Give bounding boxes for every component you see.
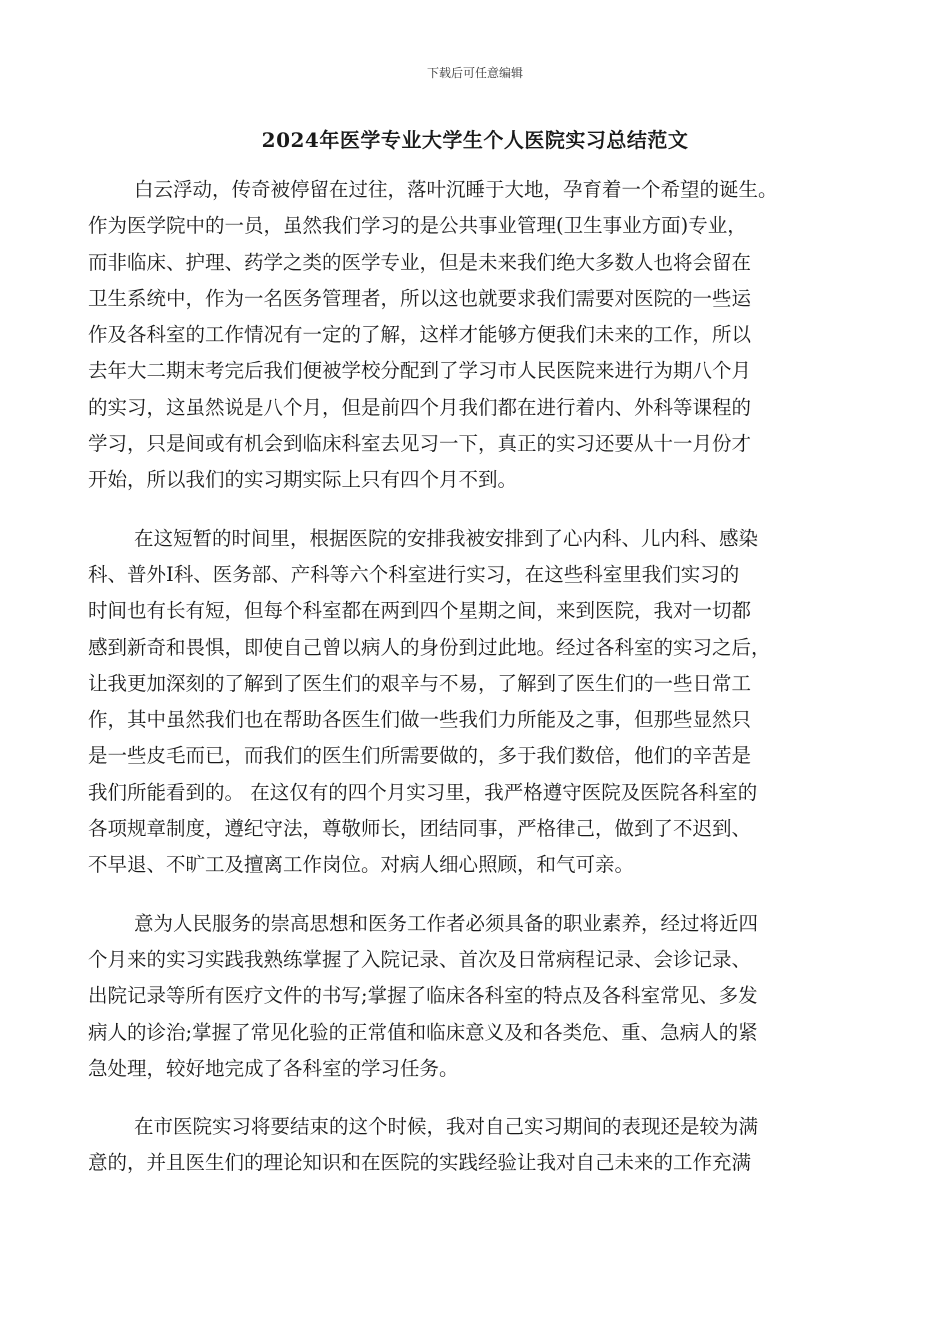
document-body	[88, 172, 868, 1182]
paragraph	[88, 1109, 868, 1182]
paragraph-gap	[88, 499, 868, 521]
text-line: 让我更加深刻的了解到了医生们的艰辛与不易，了解到了医生们的一些日常工	[88, 671, 752, 695]
text-line: 科、普外Ⅰ科、医务部、产科等六个科室进行实习，在这些科室里我们实习的	[88, 562, 740, 586]
text-line: 作为医学院中的一员，虽然我们学习的是公共事业管理(卫生事业方面)专业，	[88, 214, 747, 238]
text-line: 感到新奇和畏惧，即使自己曾以病人的身份到过此地。经过各科室的实习之后，	[88, 635, 771, 659]
text-line: 我们所能看到的。 在这仅有的四个月实习里，我严格遵守医院及医院各科室的	[88, 780, 758, 804]
paragraph	[88, 172, 868, 499]
paragraph-gap	[88, 884, 868, 906]
text-line: 卫生系统中，作为一名医务管理者，所以这也就要求我们需要对医院的一些运	[88, 286, 752, 310]
paragraph	[88, 906, 868, 1087]
text-line: 而非临床、护理、药学之类的医学专业，但是未来我们绝大多数人也将会留在	[88, 250, 752, 274]
document-title: 2024年医学专业大学生个人医院实习总结范文	[261, 128, 689, 152]
paragraph-gap	[88, 1087, 868, 1109]
text-line: 的实习，这虽然说是八个月，但是前四个月我们都在进行着内、外科等课程的	[88, 395, 752, 419]
text-line: 在这短暂的时间里，根据医院的安排我被安排到了心内科、儿内科、感染	[134, 526, 759, 550]
text-line: 意的，并且医生们的理论知识和在医院的实践经验让我对自己未来的工作充满	[88, 1151, 752, 1175]
text-line: 意为人民服务的崇高思想和医务工作者必须具备的职业素养，经过将近四	[134, 911, 759, 935]
text-line: 作及各科室的工作情况有一定的了解，这样才能够方便我们未来的工作，所以	[88, 323, 752, 347]
text-line: 个月来的实习实践我熟练掌握了入院记录、首次及日常病程记录、会诊记录、	[88, 947, 752, 971]
text-line: 各项规章制度，遵纪守法，尊敬师长，团结同事，严格律己，做到了不迟到、	[88, 817, 752, 841]
text-line: 去年大二期末考完后我们便被学校分配到了学习市人民医院来进行为期八个月	[88, 359, 752, 383]
text-line: 时间也有长有短，但每个科室都在两到四个星期之间，来到医院，我对一切都	[88, 599, 752, 623]
text-line: 白云浮动，传奇被停留在过往，落叶沉睡于大地，孕育着一个希望的诞生。	[134, 178, 778, 201]
text-line: 不早退、不旷工及擅离工作岗位。对病人细心照顾，和气可亲。	[88, 853, 635, 877]
text-line: 学习，只是间或有机会到临床科室去见习一下，真正的实习还要从十一月份才	[88, 432, 752, 456]
page-header: 下载后可任意编辑	[426, 66, 523, 80]
text-line: 出院记录等所有医疗文件的书写;掌握了临床各科室的特点及各科室常见、多发	[88, 984, 758, 1008]
text-line: 开始，所以我们的实习期实际上只有四个月不到。	[88, 468, 518, 492]
text-line: 急处理，较好地完成了各科室的学习任务。	[88, 1056, 459, 1080]
paragraph	[88, 521, 868, 884]
text-line: 作，其中虽然我们也在帮助各医生们做一些我们力所能及之事，但那些显然只	[88, 708, 752, 732]
text-line: 病人的诊治;掌握了常见化验的正常值和临床意义及和各类危、重、急病人的紧	[88, 1020, 758, 1044]
text-line: 是一些皮毛而已，而我们的医生们所需要做的，多于我们数倍，他们的辛苦是	[88, 744, 752, 768]
text-line: 在市医院实习将要结束的这个时候，我对自己实习期间的表现还是较为满	[134, 1115, 759, 1139]
